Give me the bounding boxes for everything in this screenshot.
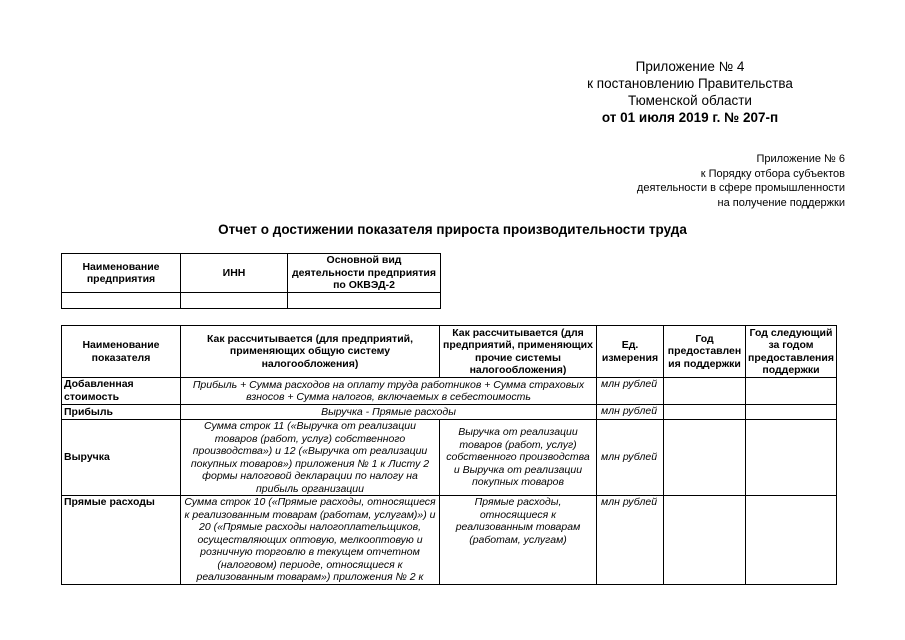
- support-year-header: Год предоставлен ия поддержки: [664, 326, 746, 378]
- calc-common-header: Как рассчитывается (для предприятий, применяющих общую систему налогообложения): [181, 326, 440, 378]
- indicator-name: Выручка: [62, 420, 181, 496]
- unit-value: млн рублей: [597, 496, 664, 585]
- appendix-6-line4: на получение поддержки: [717, 196, 845, 209]
- calc-formula: Выручка - Прямые расходы: [181, 405, 597, 420]
- calc-formula: Прибыль + Сумма расходов на оплату труда работников + Сумма страховых взносов + Сумма налогов, включаемых в себестоимость: [181, 378, 597, 405]
- company-table-header-row: [62, 254, 441, 293]
- next-year-header: Год следующий за годом предоставления поддержки: [746, 326, 837, 378]
- calc-common-formula: Сумма строк 10 («Прямые расходы, относящиеся к реализованным товарам (работам, услугам)») и 20 («Прямые расходы налогоплательщиков, осуществляющих оптовую, мелкооптовую и розничную торговлю в текущем отчетном (налоговом) периоде, относящиеся к реализованным товарам») приложения № 2 к: [181, 496, 440, 585]
- company-table: [61, 253, 441, 309]
- appendix-4-line3: Тюменской области: [628, 93, 752, 108]
- support-year-cell[interactable]: [664, 378, 746, 405]
- unit-value: млн рублей: [597, 420, 664, 496]
- next-year-cell[interactable]: [746, 378, 837, 405]
- appendix-6-header: [545, 152, 845, 210]
- indicator-name: Прямые расходы: [62, 496, 181, 585]
- okved-header: Основной вид деятельности предприятия по ОКВЭД-2: [288, 254, 441, 293]
- indicator-table-header-row: [62, 326, 837, 378]
- appendix-4-line1: Приложение № 4: [635, 59, 745, 74]
- report-title: Отчет о достижении показателя прироста производительности труда: [218, 222, 687, 237]
- calc-other-formula: Выручка от реализации товаров (работ, услуг) собственного производства и Выручка от реализации покупных товаров: [440, 420, 597, 496]
- okved-cell[interactable]: [288, 293, 441, 309]
- company-name-header: Наименование предприятия: [62, 254, 181, 293]
- next-year-cell[interactable]: [746, 405, 837, 420]
- table-row: [62, 405, 837, 420]
- table-row: [62, 420, 837, 496]
- appendix-4-line2: к постановлению Правительства: [587, 76, 793, 91]
- calc-other-header: Как рассчитывается (для предприятий, применяющих прочие системы налогообложения): [440, 326, 597, 378]
- unit-header: Ед. измерения: [597, 326, 664, 378]
- table-row: [62, 496, 837, 585]
- indicator-table: [61, 325, 837, 585]
- appendix-6-line3: деятельности в сфере промышленности: [636, 182, 845, 194]
- indicator-name: Прибыль: [62, 405, 181, 420]
- company-table-input-row: [62, 293, 441, 309]
- table-row: [62, 378, 837, 405]
- indicator-name: Добавленная стоимость: [62, 378, 181, 405]
- unit-value: млн рублей: [597, 405, 664, 420]
- support-year-cell[interactable]: [664, 405, 746, 420]
- appendix-6-line1: Приложение № 6: [756, 153, 845, 165]
- calc-other-formula: Прямые расходы, относящиеся к реализованным товарам (работам, услугам): [440, 496, 597, 585]
- appendix-4-header: [560, 58, 820, 126]
- appendix-6-line2: к Порядку отбора субъектов: [700, 167, 845, 180]
- calc-common-formula: Сумма строк 11 («Выручка от реализации товаров (работ, услуг) собственного производства») и 12 («Выручка от реализации покупных товаров») приложения № 1 к Листу 2 формы налоговой декларации по налогу на прибыль организации: [181, 420, 440, 496]
- appendix-4-line4: от 01 июля 2019 г. № 207-п: [601, 110, 779, 125]
- inn-header: ИНН: [181, 254, 288, 293]
- next-year-cell[interactable]: [746, 496, 837, 585]
- unit-value: млн рублей: [597, 378, 664, 405]
- next-year-cell[interactable]: [746, 420, 837, 496]
- support-year-cell[interactable]: [664, 496, 746, 585]
- inn-cell[interactable]: [181, 293, 288, 309]
- company-name-cell[interactable]: [62, 293, 181, 309]
- indicator-name-header: Наименование показателя: [62, 326, 181, 378]
- support-year-cell[interactable]: [664, 420, 746, 496]
